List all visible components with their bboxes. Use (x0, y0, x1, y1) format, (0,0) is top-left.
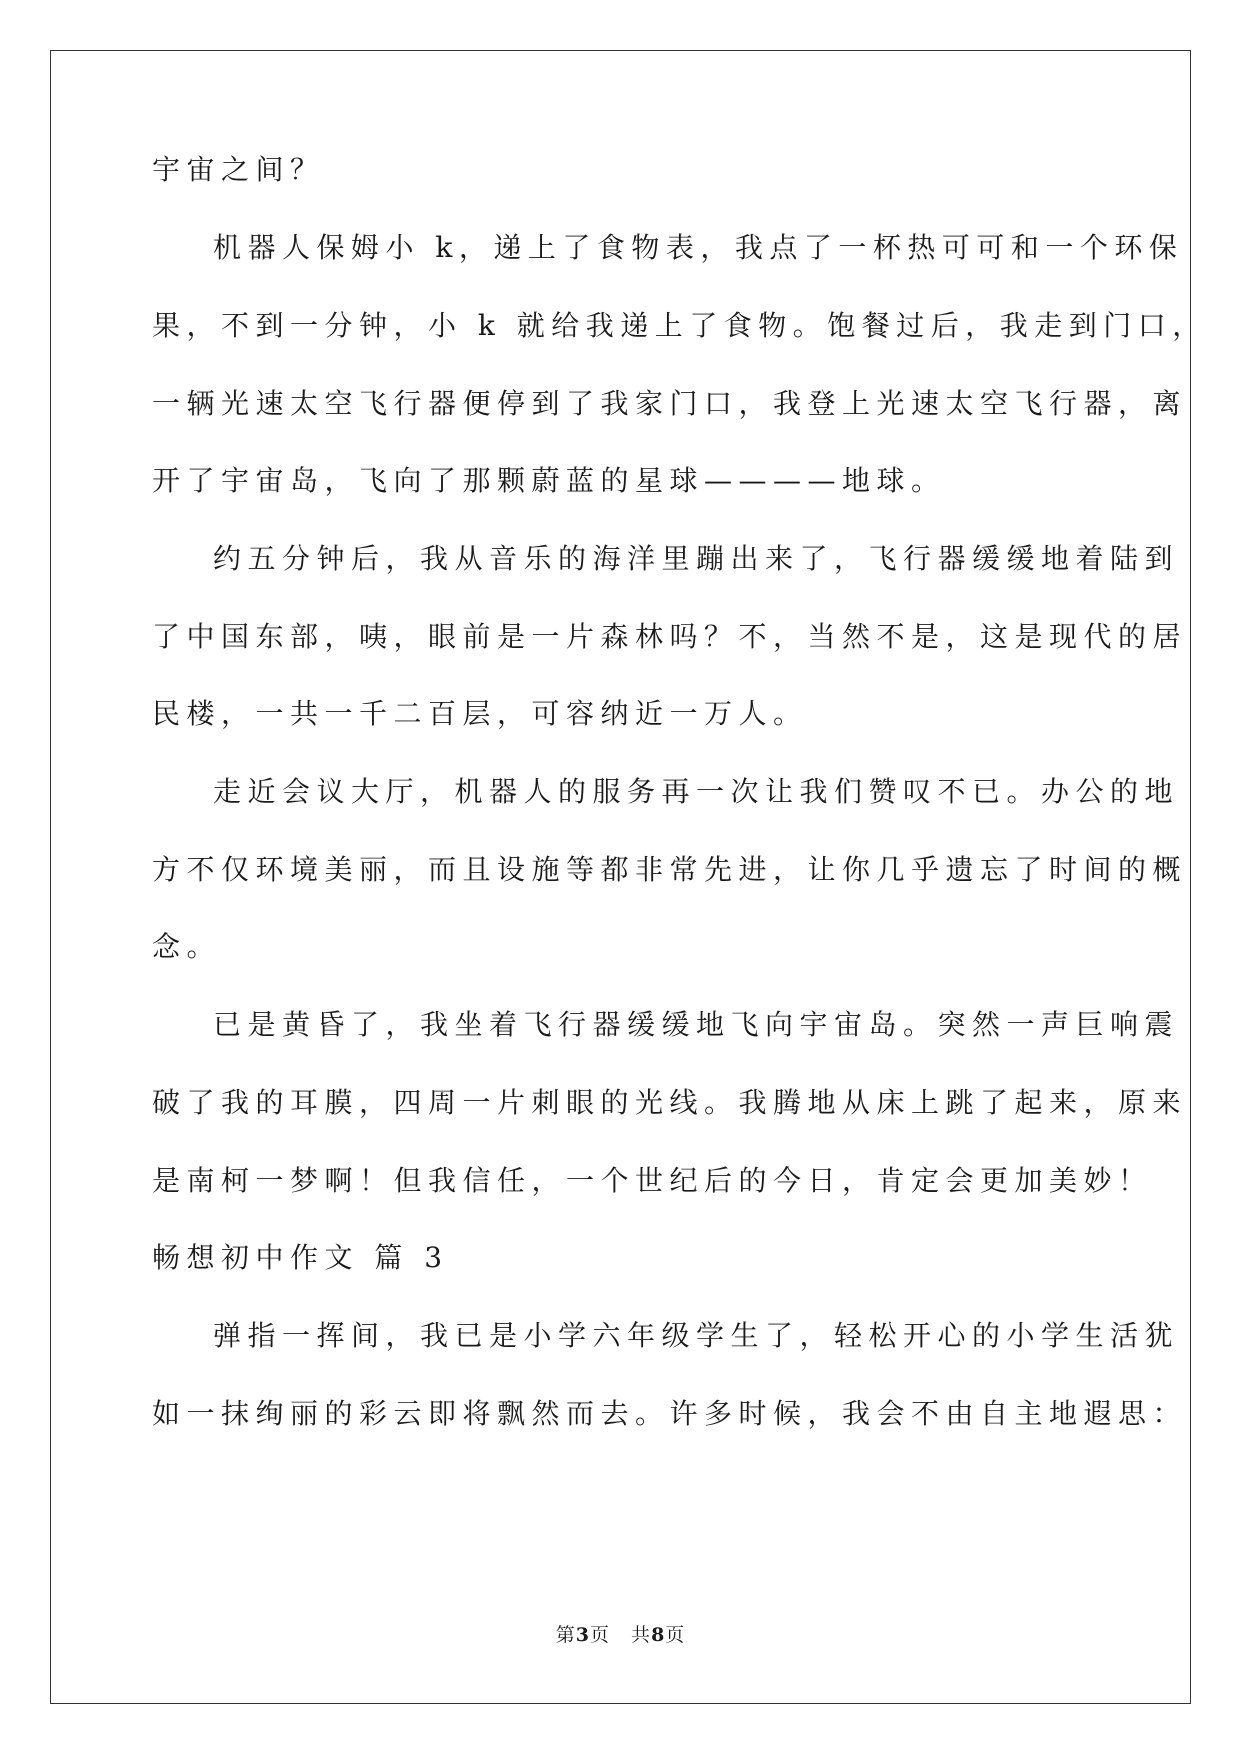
page-mid: 页 共 (589, 1624, 652, 1646)
page-current: 3 (575, 1624, 590, 1646)
text-line: 念。 (152, 930, 222, 963)
text-line: 已是黄昏了，我坐着飞行器缓缓地飞向宇宙岛。突然一声巨响震 (213, 1008, 1180, 1041)
text-line: 约五分钟后，我从音乐的海洋里蹦出来了，飞行器缓缓地着陆到 (213, 542, 1180, 575)
text-line: 一辆光速太空飞行器便停到了我家门口，我登上光速太空飞行器，离 (152, 387, 1188, 420)
section-heading: 畅想初中作文 篇 3 (152, 1241, 449, 1274)
page-suffix: 页 (665, 1624, 686, 1646)
text-line: 开了宇宙岛，飞向了那颗蔚蓝的星球————地球。 (152, 464, 946, 497)
text-line: 了中国东部，咦，眼前是一片森林吗？不，当然不是，这是现代的居 (152, 620, 1188, 653)
text-line: 方不仅环境美丽，而且设施等都非常先进，让你几乎遗忘了时间的概 (152, 853, 1188, 886)
text-line: 机器人保姆小 k，递上了食物表，我点了一杯热可可和一个环保 (213, 231, 1184, 264)
text-line: 如一抹绚丽的彩云即将飘然而去。许多时候，我会不由自主地遐思： (152, 1397, 1188, 1430)
page-total: 8 (651, 1624, 666, 1646)
text-line: 破了我的耳膜，四周一片刺眼的光线。我腾地从床上跳了起来，原来 (152, 1086, 1188, 1119)
text-line: 果，不到一分钟，小 k 就给我递上了食物。饱餐过后，我走到门口， (152, 309, 1207, 342)
text-line: 宇宙之间？ (152, 153, 325, 186)
text-line: 是南柯一梦啊！但我信任，一个世纪后的今日，肯定会更加美妙！ (152, 1164, 1153, 1197)
text-line: 弹指一挥间，我已是小学六年级学生了，轻松开心的小学生活犹 (213, 1319, 1180, 1352)
text-line: 民楼，一共一千二百层，可容纳近一万人。 (152, 697, 808, 730)
text-line: 走近会议大厅，机器人的服务再一次让我们赞叹不已。办公的地 (213, 775, 1180, 808)
page-prefix: 第 (555, 1624, 576, 1646)
page-number-footer (0, 1623, 1241, 1647)
